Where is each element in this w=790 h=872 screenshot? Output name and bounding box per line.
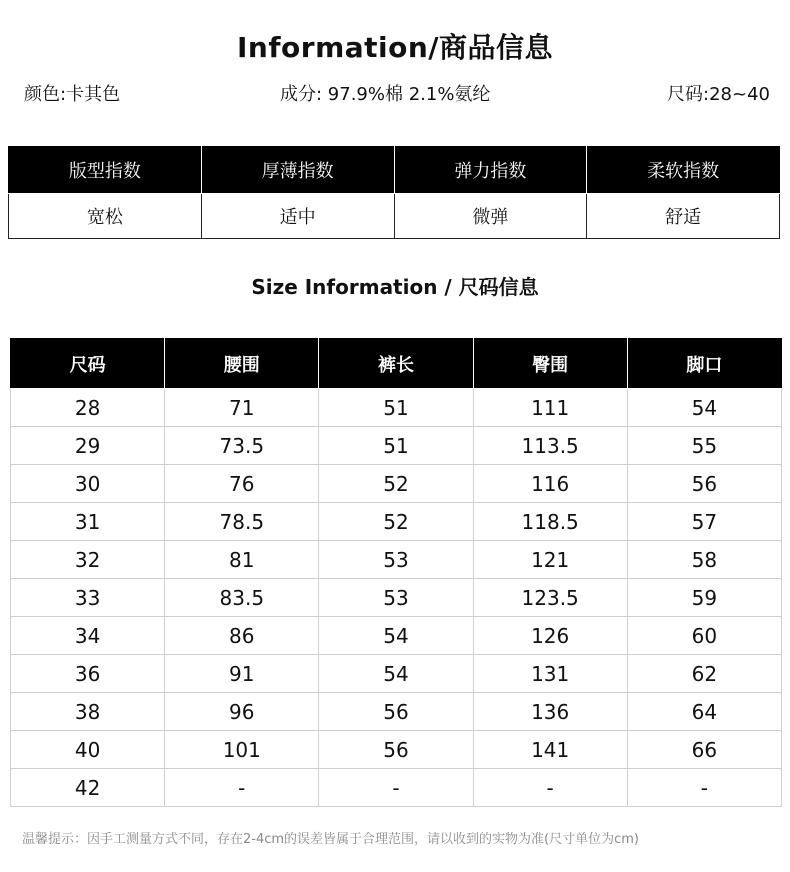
size-header-cell: 腰围 <box>165 339 319 389</box>
hip-cell: 111 <box>473 389 627 427</box>
size-header-cell: 尺码 <box>11 339 165 389</box>
hip-cell: 126 <box>473 617 627 655</box>
length-cell: - <box>319 769 473 807</box>
size-header-row <box>11 339 782 389</box>
size-section-title: Size Information / 尺码信息 <box>251 275 539 299</box>
hip-cell: - <box>473 769 627 807</box>
size-header-cell: 裤长 <box>319 339 473 389</box>
size-cell: 36 <box>11 655 165 693</box>
size-cell: 33 <box>11 579 165 617</box>
table-row <box>11 693 782 731</box>
table-row <box>11 731 782 769</box>
waist-cell: 101 <box>165 731 319 769</box>
hip-cell: 131 <box>473 655 627 693</box>
size-range-info: 尺码:28~40 <box>667 84 770 105</box>
table-row <box>11 427 782 465</box>
length-cell: 54 <box>319 617 473 655</box>
hem-cell: 66 <box>627 731 781 769</box>
waist-cell: 81 <box>165 541 319 579</box>
size-cell: 42 <box>11 769 165 807</box>
index-value-cell: 宽松 <box>9 194 202 239</box>
index-value-cell: 适中 <box>201 194 394 239</box>
size-cell: 31 <box>11 503 165 541</box>
table-row <box>11 541 782 579</box>
waist-cell: - <box>165 769 319 807</box>
hip-cell: 141 <box>473 731 627 769</box>
table-row <box>11 579 782 617</box>
length-cell: 51 <box>319 389 473 427</box>
hem-cell: 56 <box>627 465 781 503</box>
size-cell: 29 <box>11 427 165 465</box>
length-cell: 54 <box>319 655 473 693</box>
length-cell: 52 <box>319 465 473 503</box>
hem-cell: 57 <box>627 503 781 541</box>
waist-cell: 83.5 <box>165 579 319 617</box>
waist-cell: 86 <box>165 617 319 655</box>
hem-cell: 54 <box>627 389 781 427</box>
hip-cell: 136 <box>473 693 627 731</box>
hip-cell: 123.5 <box>473 579 627 617</box>
hem-cell: 60 <box>627 617 781 655</box>
waist-cell: 76 <box>165 465 319 503</box>
composition-info: 成分: 97.9%棉 2.1%氨纶 <box>280 84 491 105</box>
table-row <box>11 655 782 693</box>
length-cell: 53 <box>319 541 473 579</box>
index-header-cell: 柔软指数 <box>587 147 780 194</box>
waist-cell: 71 <box>165 389 319 427</box>
size-cell: 34 <box>11 617 165 655</box>
product-info-row <box>0 80 790 110</box>
hem-cell: 59 <box>627 579 781 617</box>
hem-cell: - <box>627 769 781 807</box>
size-header-cell: 臀围 <box>473 339 627 389</box>
index-value-cell: 舒适 <box>587 194 780 239</box>
fit-index-table <box>8 146 780 239</box>
table-row <box>11 503 782 541</box>
length-cell: 56 <box>319 731 473 769</box>
waist-cell: 78.5 <box>165 503 319 541</box>
waist-cell: 96 <box>165 693 319 731</box>
waist-cell: 91 <box>165 655 319 693</box>
table-row <box>11 769 782 807</box>
length-cell: 51 <box>319 427 473 465</box>
size-cell: 32 <box>11 541 165 579</box>
hip-cell: 121 <box>473 541 627 579</box>
length-cell: 56 <box>319 693 473 731</box>
waist-cell: 73.5 <box>165 427 319 465</box>
hem-cell: 58 <box>627 541 781 579</box>
size-cell: 38 <box>11 693 165 731</box>
table-row <box>11 617 782 655</box>
index-header-row <box>9 147 780 194</box>
size-cell: 40 <box>11 731 165 769</box>
hem-cell: 62 <box>627 655 781 693</box>
index-value-cell: 微弹 <box>394 194 587 239</box>
index-header-cell: 厚薄指数 <box>201 147 394 194</box>
table-row <box>11 465 782 503</box>
length-cell: 53 <box>319 579 473 617</box>
index-header-cell: 弹力指数 <box>394 147 587 194</box>
size-cell: 28 <box>11 389 165 427</box>
hem-cell: 64 <box>627 693 781 731</box>
color-info: 颜色:卡其色 <box>24 84 121 105</box>
size-header-cell: 脚口 <box>627 339 781 389</box>
hem-cell: 55 <box>627 427 781 465</box>
index-header-cell: 版型指数 <box>9 147 202 194</box>
table-row <box>11 389 782 427</box>
measurement-note: 温馨提示：因手工测量方式不同，存在2-4cm的误差皆属于合理范围，请以收到的实物为准(尺寸单位为cm) <box>22 832 639 847</box>
hip-cell: 118.5 <box>473 503 627 541</box>
size-cell: 30 <box>11 465 165 503</box>
page-title: Information/商品信息 <box>236 31 554 64</box>
index-value-row <box>9 194 780 239</box>
length-cell: 52 <box>319 503 473 541</box>
hip-cell: 116 <box>473 465 627 503</box>
hip-cell: 113.5 <box>473 427 627 465</box>
size-table <box>10 338 782 807</box>
